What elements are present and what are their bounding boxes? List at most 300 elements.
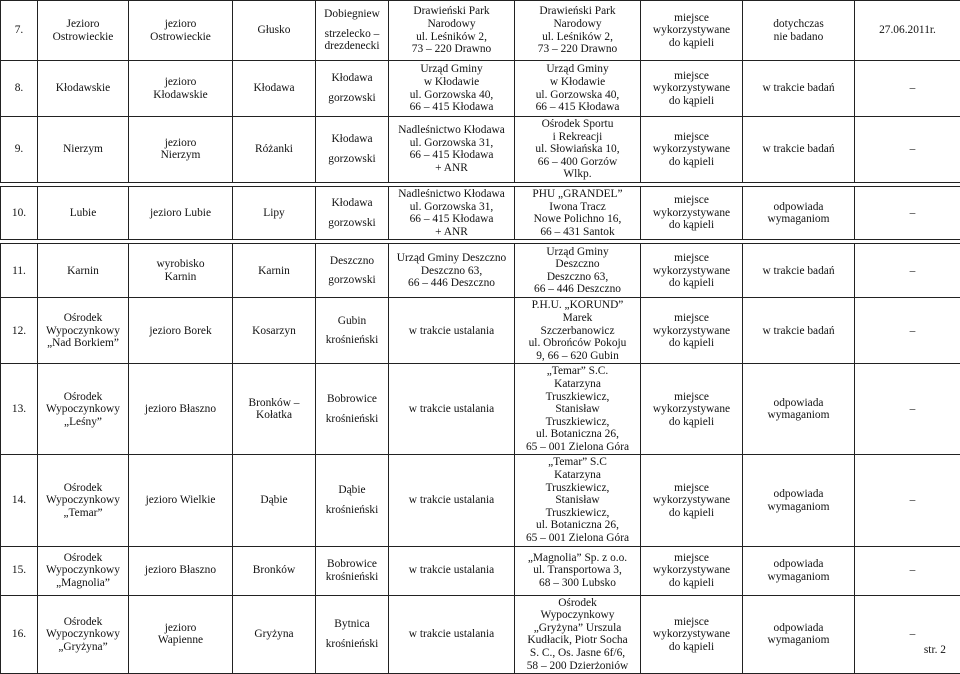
assessment-date-cell [855,546,960,595]
site-organizer-cell [389,546,515,595]
site-operator-cell [515,1,641,61]
site-operator-line: 65 – 001 Zielona Góra [517,532,638,545]
site-operator-line: Kudłacik, Piotr Socha [517,634,638,647]
locality-cell [233,595,316,674]
assessment-date: – [906,82,920,95]
site-name-line: Ośrodek [40,616,126,629]
site-name-cell [38,244,129,298]
municipality-county-line: gorzowski [318,274,386,287]
row-number: 10. [3,207,35,220]
water-body-line: Nierzym [131,149,230,162]
water-body-cell [129,61,233,117]
site-operator-cell [515,298,641,364]
municipality-county-line: krośnieński [318,413,386,426]
locality-line: Bronków – [235,397,313,410]
water-quality-status-cell [743,595,855,674]
assessment-date-cell [855,117,960,183]
line-gap [318,497,386,504]
site-organizer-cell [389,61,515,117]
site-usage-cell [641,364,743,455]
water-quality-status-cell [743,455,855,546]
assessment-date-cell [855,61,960,117]
site-name-line: Ostrowieckie [40,31,126,44]
site-operator-line: ul. Słowiańska 10, [517,143,638,156]
site-operator-line: Truszkiewicz, [517,482,638,495]
site-name-cell [38,546,129,595]
site-operator-line: w Kłodawie [517,76,638,89]
site-name-line: Ośrodek [40,391,126,404]
site-name-cell [38,117,129,183]
water-quality-status-line: wymaganiom [745,213,852,226]
row-number: 16. [3,628,35,641]
site-name-line: „Nad Borkiem” [40,337,126,350]
site-operator-line: Stanisław [517,494,638,507]
water-quality-status-line: wymaganiom [745,571,852,584]
water-body-line: Ostrowieckie [131,31,230,44]
site-operator-line: ul. Obrońców Pokoju [517,337,638,350]
site-operator-line: Wlkp. [517,168,638,181]
water-body-line: jezioro Błaszno [131,564,230,577]
site-usage-line: wykorzystywane [643,82,740,95]
site-organizer-line: w Kłodawie [391,76,512,89]
assessment-date: – [906,564,920,577]
municipality-county-line: krośnieński [318,334,386,347]
row-number-cell [1,298,38,364]
water-body-cell [129,186,233,239]
locality-line: Lipy [235,207,313,220]
water-body-line: jezioro [131,18,230,31]
water-quality-status-cell [743,546,855,595]
site-organizer-cell [389,186,515,239]
site-operator-line: Urząd Gminy [517,63,638,76]
locality-cell [233,117,316,183]
site-name-cell [38,455,129,546]
table-row [1,1,960,61]
assessment-date: 27.06.2011r. [857,24,958,37]
assessment-date-cell [855,186,960,239]
site-name-line: „Temar” [40,507,126,520]
water-body-cell [129,595,233,674]
locality-cell [233,546,316,595]
site-operator-cell [515,546,641,595]
water-body-cell [129,455,233,546]
site-operator-line: „Gryżyna” Urszula [517,622,638,635]
site-usage-line: wykorzystywane [643,143,740,156]
water-body-line: jezioro [131,622,230,635]
assessment-date: – [906,207,920,220]
assessment-date: – [906,494,920,507]
site-organizer-line: w trakcie ustalania [391,403,512,416]
site-usage-line: do kąpieli [643,507,740,520]
site-operator-line: 66 – 400 Gorzów [517,156,638,169]
site-organizer-line: Deszczno 63, [391,265,512,278]
water-body-line: Wapienne [131,634,230,647]
water-quality-status-line: wymaganiom [745,501,852,514]
site-usage-line: wykorzystywane [643,564,740,577]
site-operator-line: Ośrodek [517,597,638,610]
water-quality-status-line: w trakcie badań [745,265,852,278]
site-operator-line: 9, 66 – 620 Gubin [517,350,638,363]
site-operator-line: Stanisław [517,403,638,416]
site-usage-cell [641,455,743,546]
site-organizer-line: Urząd Gminy [391,63,512,76]
municipality-county-line: krośnieński [318,638,386,651]
site-operator-line: 68 – 300 Lubsko [517,577,638,590]
line-gap [318,327,386,334]
site-organizer-cell [389,298,515,364]
water-body-cell [129,546,233,595]
row-number: 8. [3,82,35,95]
water-quality-status-line: dotychczas [745,18,852,31]
water-body-cell [129,298,233,364]
site-name-line: Wypoczynkowy [40,325,126,338]
site-name-line: Ośrodek [40,552,126,565]
locality-line: Dąbie [235,494,313,507]
municipality-county-line: Kłodawa [318,197,386,210]
site-name-line: Karnin [40,265,126,278]
water-quality-status-line: wymaganiom [745,634,852,647]
site-operator-line: P.H.U. „KORUND” [517,299,638,312]
site-operator-line: Szczerbanowicz [517,325,638,338]
site-name-cell [38,1,129,61]
row-number-cell [1,455,38,546]
municipality-county-cell [316,117,389,183]
locality-line: Kłodawa [235,82,313,95]
row-number-cell [1,117,38,183]
row-number: 12. [3,325,35,338]
municipality-county-cell [316,595,389,674]
municipality-county-cell [316,1,389,61]
site-usage-line: miejsce [643,70,740,83]
site-usage-line: wykorzystywane [643,494,740,507]
site-name-cell [38,298,129,364]
water-quality-status-line: odpowiada [745,397,852,410]
line-gap [318,631,386,638]
site-organizer-line: ul. Gorzowska 31, [391,201,512,214]
site-operator-line: 65 – 001 Zielona Góra [517,441,638,454]
table-row [1,117,960,183]
site-organizer-line: w trakcie ustalania [391,564,512,577]
site-usage-line: wykorzystywane [643,628,740,641]
site-operator-cell [515,244,641,298]
site-operator-line: 66 – 431 Santok [517,226,638,239]
water-quality-status-line: w trakcie badań [745,143,852,156]
line-gap [318,21,386,28]
row-number: 11. [3,265,35,278]
municipality-county-line: krośnieński [318,571,386,584]
assessment-date-cell [855,364,960,455]
water-quality-status-line: odpowiada [745,488,852,501]
site-organizer-cell [389,595,515,674]
locality-cell [233,298,316,364]
site-name-cell [38,186,129,239]
site-name-cell [38,595,129,674]
site-operator-line: Truszkiewicz, [517,507,638,520]
water-body-cell [129,364,233,455]
site-usage-line: do kąpieli [643,577,740,590]
site-operator-cell [515,117,641,183]
site-organizer-line: Nadleśnictwo Kłodawa [391,188,512,201]
line-gap [318,406,386,413]
locality-cell [233,1,316,61]
municipality-county-line: Dobiegniew [318,8,386,21]
table-row [1,546,960,595]
line-gap [318,146,386,153]
site-operator-line: PHU „GRANDEL” [517,188,638,201]
site-operator-line: „Temar” S.C. [517,365,638,378]
municipality-county-line: strzelecko – [318,28,386,41]
site-organizer-line: Nadleśnictwo Kłodawa [391,124,512,137]
site-operator-line: Marek [517,312,638,325]
locality-line: Kołatka [235,409,313,422]
site-name-line: Nierzym [40,143,126,156]
site-operator-line: 58 – 200 Dzierżoniów [517,660,638,673]
site-usage-line: do kąpieli [643,219,740,232]
table-row [1,298,960,364]
site-operator-line: S. C., Os. Jasne 6f/6, [517,647,638,660]
assessment-date-cell [855,1,960,61]
site-name-line: Wypoczynkowy [40,494,126,507]
line-gap [318,267,386,274]
water-quality-status-cell [743,186,855,239]
site-name-line: Wypoczynkowy [40,564,126,577]
assessment-date: – [906,325,920,338]
site-operator-line: „Temar” S.C [517,456,638,469]
site-operator-line: i Rekreacji [517,131,638,144]
site-organizer-line: Urząd Gminy Deszczno [391,252,512,265]
site-operator-cell [515,186,641,239]
site-usage-cell [641,117,743,183]
site-operator-line: Nowe Polichno 16, [517,213,638,226]
site-name-line: Lubie [40,207,126,220]
site-organizer-line: ul. Gorzowska 31, [391,137,512,150]
site-usage-cell [641,546,743,595]
site-organizer-line: 66 – 415 Kłodawa [391,101,512,114]
site-usage-cell [641,61,743,117]
row-number-cell [1,595,38,674]
municipality-county-cell [316,546,389,595]
table-row [1,455,960,546]
water-quality-status-line: odpowiada [745,622,852,635]
site-usage-line: miejsce [643,131,740,144]
site-operator-line: 66 – 415 Kłodawa [517,101,638,114]
locality-cell [233,186,316,239]
municipality-county-line: gorzowski [318,92,386,105]
municipality-county-line: Deszczno [318,255,386,268]
site-operator-line: ul. Gorzowska 40, [517,89,638,102]
site-operator-line: Katarzyna [517,378,638,391]
site-usage-line: wykorzystywane [643,325,740,338]
site-usage-line: do kąpieli [643,641,740,654]
assessment-date-cell [855,298,960,364]
row-number: 7. [3,24,35,37]
water-body-cell [129,117,233,183]
site-usage-line: miejsce [643,312,740,325]
municipality-county-line: drezdenecki [318,40,386,53]
site-operator-line: Truszkiewicz, [517,391,638,404]
water-quality-status-line: odpowiada [745,201,852,214]
line-gap [318,210,386,217]
municipality-county-line: Bobrowice [318,393,386,406]
site-operator-line: ul. Botaniczna 26, [517,428,638,441]
site-usage-cell [641,244,743,298]
water-body-line: Kłodawskie [131,89,230,102]
site-usage-line: do kąpieli [643,277,740,290]
locality-cell [233,61,316,117]
site-organizer-line: + ANR [391,226,512,239]
site-organizer-line: w trakcie ustalania [391,494,512,507]
site-operator-cell [515,61,641,117]
site-organizer-line: w trakcie ustalania [391,325,512,338]
water-body-cell [129,1,233,61]
row-number: 9. [3,143,35,156]
assessment-date: – [906,143,920,156]
site-name-line: „Magnolia” [40,577,126,590]
row-number: 14. [3,494,35,507]
site-name-cell [38,61,129,117]
row-number: 13. [3,403,35,416]
locality-cell [233,244,316,298]
water-quality-status-line: w trakcie badań [745,82,852,95]
municipality-county-cell [316,244,389,298]
site-usage-line: wykorzystywane [643,265,740,278]
water-quality-status-cell [743,61,855,117]
site-usage-line: do kąpieli [643,156,740,169]
site-organizer-cell [389,1,515,61]
locality-line: Bronków [235,564,313,577]
site-usage-line: miejsce [643,616,740,629]
assessment-date: – [906,265,920,278]
site-usage-line: miejsce [643,194,740,207]
site-organizer-line: Drawieński Park [391,5,512,18]
site-name-cell [38,364,129,455]
water-body-line: wyrobisko [131,258,230,271]
site-operator-line: Ośrodek Sportu [517,118,638,131]
site-usage-line: miejsce [643,482,740,495]
locality-line: Głusko [235,24,313,37]
table-row [1,364,960,455]
assessment-date-cell [855,455,960,546]
site-operator-line: Deszczno [517,258,638,271]
municipality-county-cell [316,298,389,364]
site-usage-line: miejsce [643,12,740,25]
site-usage-cell [641,298,743,364]
page-number: str. 2 [924,644,946,656]
site-organizer-cell [389,455,515,546]
site-usage-cell [641,1,743,61]
site-organizer-cell [389,364,515,455]
site-organizer-line: w trakcie ustalania [391,628,512,641]
water-body-line: jezioro Borek [131,325,230,338]
municipality-county-line: Bytnica [318,618,386,631]
municipality-county-line: gorzowski [318,153,386,166]
site-name-line: „Leśny” [40,416,126,429]
assessment-date-cell [855,244,960,298]
table-row [1,186,960,239]
site-organizer-line: + ANR [391,162,512,175]
site-operator-line: 73 – 220 Drawno [517,43,638,56]
municipality-county-line: krośnieński [318,504,386,517]
site-usage-line: wykorzystywane [643,24,740,37]
water-quality-status-line: wymaganiom [745,409,852,422]
site-operator-line: Urząd Gminy [517,246,638,259]
assessment-date: – [906,403,920,416]
site-operator-line: ul. Leśników 2, [517,31,638,44]
water-body-line: jezioro [131,137,230,150]
site-name-line: Wypoczynkowy [40,403,126,416]
water-quality-status-cell [743,1,855,61]
site-operator-line: ul. Botaniczna 26, [517,519,638,532]
locality-line: Różanki [235,143,313,156]
water-quality-status-cell [743,117,855,183]
site-name-line: Kłodawskie [40,82,126,95]
municipality-county-cell [316,61,389,117]
site-operator-cell [515,595,641,674]
water-quality-status-line: odpowiada [745,558,852,571]
site-usage-line: do kąpieli [643,337,740,350]
site-organizer-line: 66 – 446 Deszczno [391,277,512,290]
municipality-county-line: Bobrowice [318,558,386,571]
row-number-cell [1,364,38,455]
water-quality-status-line: w trakcie badań [745,325,852,338]
assessment-date: – [906,628,920,641]
locality-cell [233,455,316,546]
site-usage-line: do kąpieli [643,416,740,429]
municipality-county-cell [316,455,389,546]
site-operator-line: „Magnolia” Sp. z o.o. [517,552,638,565]
site-operator-line: Narodowy [517,18,638,31]
site-usage-line: wykorzystywane [643,403,740,416]
site-operator-line: Deszczno 63, [517,271,638,284]
site-usage-line: do kąpieli [643,95,740,108]
row-number-cell [1,244,38,298]
site-organizer-line: Narodowy [391,18,512,31]
line-gap [318,85,386,92]
table-row [1,595,960,674]
site-name-line: „Gryżyna” [40,641,126,654]
water-body-line: Karnin [131,271,230,284]
site-usage-line: miejsce [643,252,740,265]
water-quality-status-line: nie badano [745,31,852,44]
water-body-line: jezioro Błaszno [131,403,230,416]
locality-line: Karnin [235,265,313,278]
municipality-county-line: Kłodawa [318,72,386,85]
municipality-county-cell [316,364,389,455]
site-organizer-line: ul. Leśników 2, [391,31,512,44]
municipality-county-line: Kłodawa [318,133,386,146]
site-operator-line: Wypoczynkowy [517,609,638,622]
site-operator-cell [515,364,641,455]
site-usage-line: miejsce [643,391,740,404]
water-body-line: jezioro Wielkie [131,494,230,507]
locality-line: Kosarzyn [235,325,313,338]
site-name-line: Ośrodek [40,312,126,325]
municipality-county-line: Gubin [318,315,386,328]
site-usage-cell [641,595,743,674]
municipality-county-line: Dąbie [318,484,386,497]
site-usage-cell [641,186,743,239]
site-name-line: Ośrodek [40,482,126,495]
water-body-cell [129,244,233,298]
row-number-cell [1,1,38,61]
row-number-cell [1,546,38,595]
site-organizer-cell [389,117,515,183]
water-body-line: jezioro [131,76,230,89]
municipality-county-cell [316,186,389,239]
site-operator-line: ul. Transportowa 3, [517,564,638,577]
site-usage-line: wykorzystywane [643,207,740,220]
site-operator-line: Drawieński Park [517,5,638,18]
